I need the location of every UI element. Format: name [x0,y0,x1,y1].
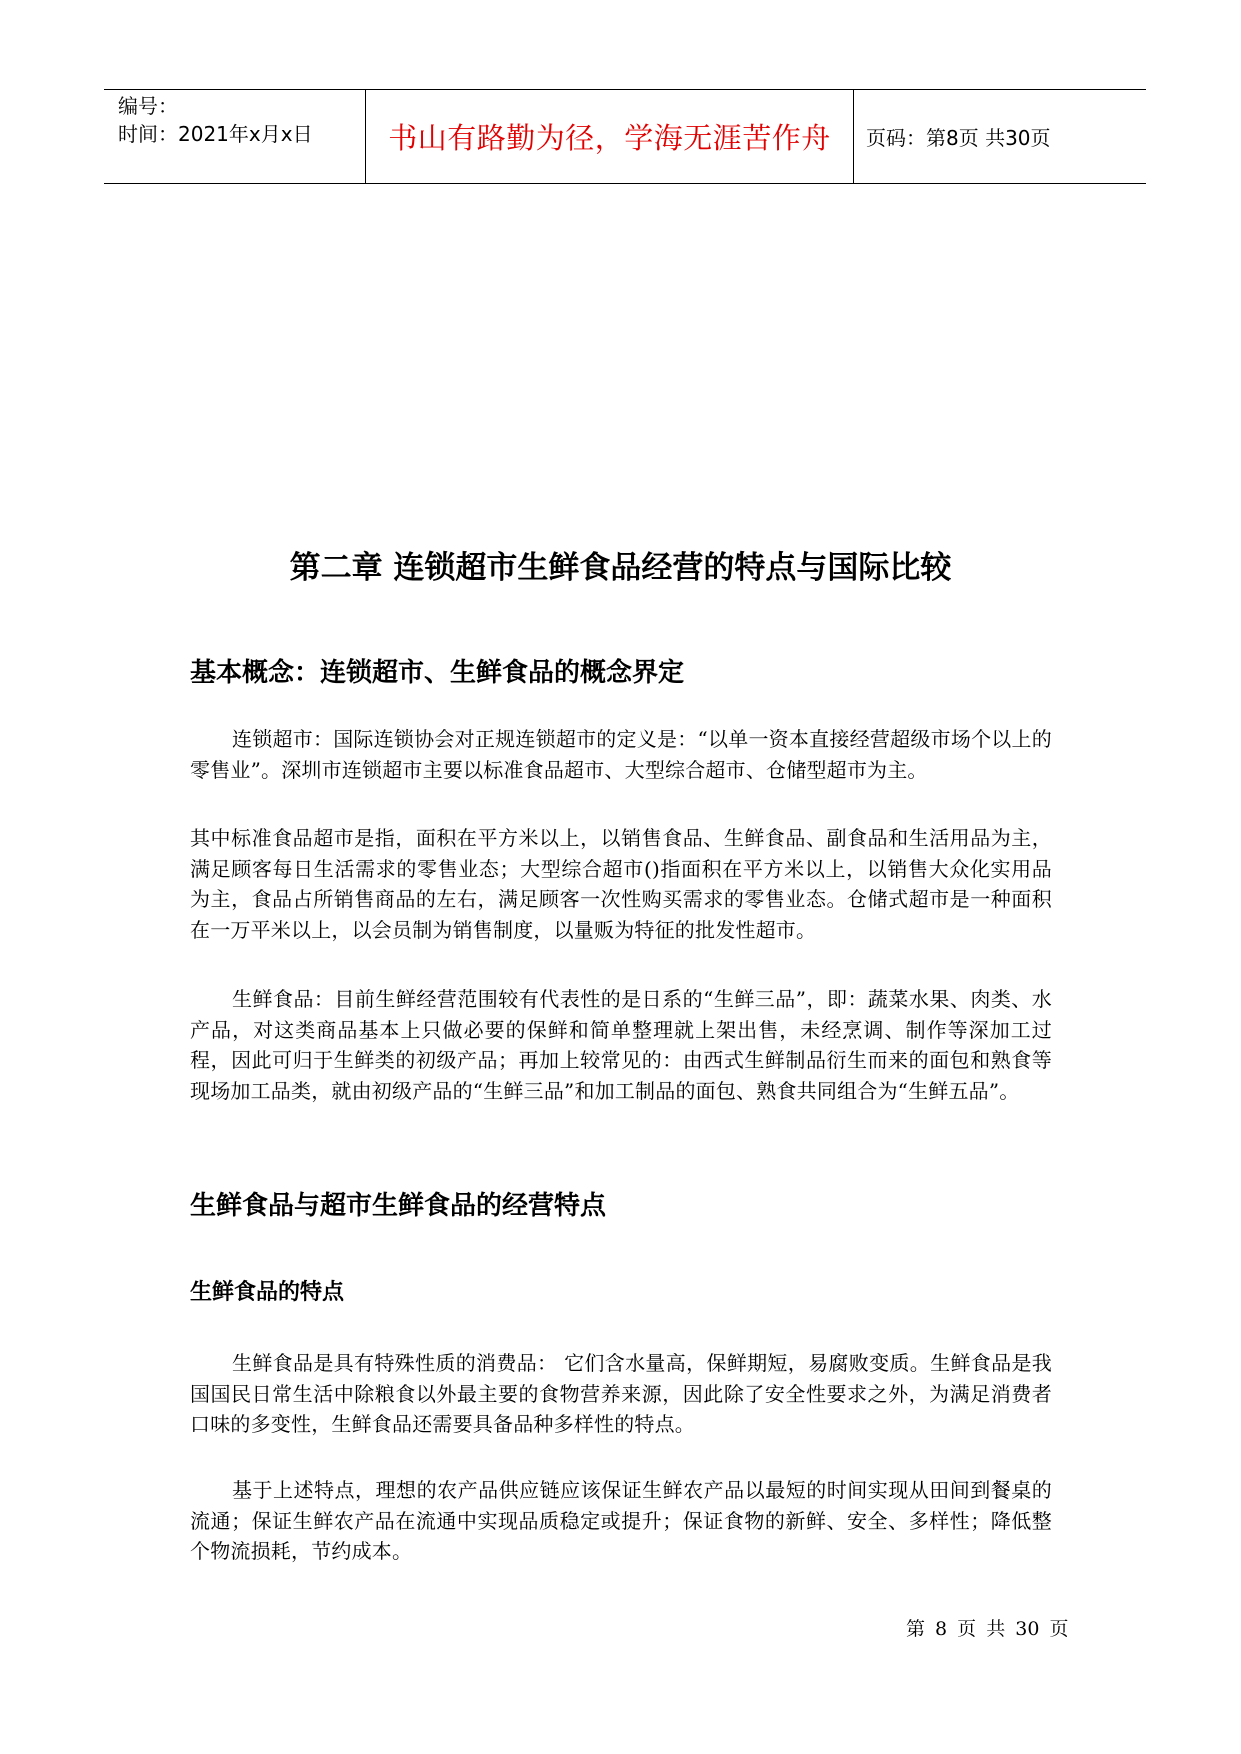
paragraph-supermarket-types: 其中标准食品超市是指，面积在平方米以上，以销售食品、生鲜食品、副食品和生活用品为主，满足顾客每日生活需求的零售业态；大型综合超市()指面积在平方米以上，以销售大众化实用品为主，食品占所销售商品的左右，满足顾客一次性购买需求的零售业态。仓储式超市是一种面积在一万平米以上，以会员制为销售制度，以量贩为特征的批发性超市。 [190,826,1052,942]
header-page-label: 页码：第8页 共30页 [866,126,1051,150]
chapter-title: 第二章 连锁超市生鲜食品经营的特点与国际比较 [289,550,952,586]
header-table [104,89,1146,184]
section-title-concepts: 基本概念：连锁超市、生鲜食品的概念界定 [190,658,685,688]
subsection-title-fresh-food-features: 生鲜食品的特点 [190,1280,345,1305]
number-label: 编号： [118,94,178,118]
paragraph-fresh-food: 生鲜食品：目前生鲜经营范围较有代表性的是日系的“生鲜三品”，即：蔬菜水果、肉类、水产品，对这类商品基本上只做必要的保鲜和简单整理就上架出售，未经烹调、制作等深加工过程，因此可归于生鲜类的初级产品；再加上较常见的：由西式生鲜制品衍生而来的面包和熟食等现场加工品类，就由初级产品的“生鲜三品”和加工制品的面包、熟食共同组合为“生鲜五品”。 [190,987,1052,1103]
paragraph-fresh-food-properties: 生鲜食品是具有特殊性质的消费品： 它们含水量高，保鲜期短，易腐败变质。生鲜食品是我国国民日常生活中除粮食以外最主要的食物营养来源，因此除了安全性要求之外，为满足消费者口味的多变性，生鲜食品还需要具备品种多样性的特点。 [190,1351,1052,1436]
section-title-operation-features: 生鲜食品与超市生鲜食品的经营特点 [190,1191,607,1221]
page-footer: 第 8 页 共 30 页 [906,1618,1069,1640]
time-label: 时间：2021年x月x日 [118,122,313,146]
header-left-cell [104,90,366,183]
paragraph-chain-supermarket: 连锁超市：国际连锁协会对正规连锁超市的定义是：“以单一资本直接经营超级市场个以上的零售业”。深圳市连锁超市主要以标准食品超市、大型综合超市、仓储型超市为主。 [190,727,1052,782]
paragraph-supply-chain: 基于上述特点，理想的农产品供应链应该保证生鲜农产品以最短的时间实现从田间到餐桌的流通；保证生鲜农产品在流通中实现品质稳定或提升；保证食物的新鲜、安全、多样性；降低整个物流损耗，节约成本。 [190,1478,1052,1563]
header-motto: 书山有路勤为径，学海无涯苦作舟 [366,90,854,183]
